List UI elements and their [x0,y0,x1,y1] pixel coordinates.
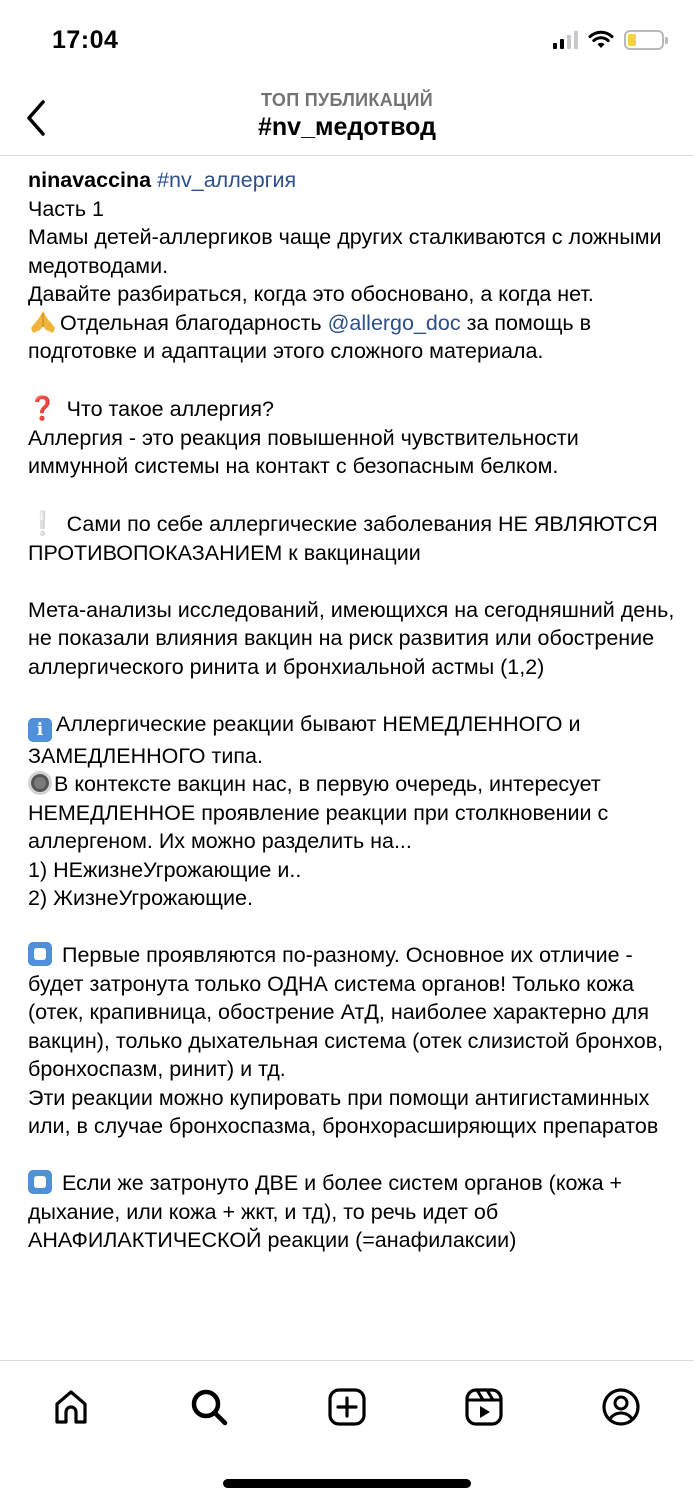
caption-definition: Аллергия - это реакция повышенной чувствительности иммунной системы на контакт с безопасным белком. [28,425,585,478]
white-square-button-icon [28,1170,52,1194]
add-post-icon [327,1387,367,1427]
radio-button-icon [28,771,52,795]
wifi-icon [588,30,614,50]
cellular-signal-icon [553,31,578,49]
battery-icon [624,30,664,50]
status-time: 17:04 [52,26,119,54]
folded-hands-icon [28,309,58,335]
thanks-text-after: за помощь в подготовке и адаптации этого сложного материала. [28,310,597,363]
thanks-text-before: Отдельная благодарность [60,310,328,335]
mention-link[interactable]: @allergo_doc [327,310,461,335]
caption-list-1: 1) НЕжизнеУгрожающие и.. [28,857,302,882]
caption-header [28,166,678,195]
caption-warning [28,509,678,567]
username-link[interactable]: ninavaccina [28,168,152,192]
search-icon [189,1387,229,1427]
post-caption [28,166,681,1356]
caption-types [28,710,678,771]
header-subtitle: ТОП ПУБЛИКАЦИЙ [261,90,433,110]
home-indicator[interactable] [223,1479,471,1488]
warning-text: Сами по себе аллергические заболевания НЕ ЯВЛЯЮТСЯ ПРОТИВОПОКАЗАНИЕМ к вакцинации [28,512,664,565]
status-icons [553,30,664,50]
caption-meta: Мета-анализы исследований, имеющихся на сегодняшний день, не показали влияния вакцин на риск развития или обострение аллергического ринита и бронхиальной астмы (1,2) [28,597,681,679]
page-title: #nv_медотвод [258,113,436,141]
header [0,84,694,156]
first-text: Первые проявляются по-разному. Основное их отличие - будет затронута только ОДНА система органов! Только кожа (отек, крапивница, обострение АтД, наиболее характерно для вакцин), только дыхательная система (отек слизистой бронхов, бронхоспазм, ринит) и тд. [28,943,670,1081]
tab-profile[interactable] [599,1385,643,1429]
caption-first [28,941,678,1084]
caption-intro-1: Мамы детей-аллергиков чаще других сталкиваются с ложными медотводами. [28,225,668,278]
reels-icon [464,1387,504,1427]
caption-first-treatment: Эти реакции можно купировать при помощи антигистаминных или, в случае бронхоспазма, бронхорасширяющих препаратов [28,1085,659,1138]
caption-intro-2: Давайте разбираться, когда это обосновано, а когда нет. [28,282,594,306]
tab-new-post[interactable] [325,1385,369,1429]
info-icon: i [28,718,52,742]
caption-context [28,770,678,856]
context-text: В контексте вакцин нас, в первую очередь, интересует НЕМЕДЛЕННОЕ проявление реакции при столкновении с аллергеном. Их можно разделить на... [28,772,615,853]
caption-question [28,394,678,424]
caption-list-2: 2) ЖизнеУгрожающие. [28,886,253,910]
exclamation-icon: ❕ [28,510,57,536]
question-text: Что такое аллергия? [66,397,275,421]
hashtag-link[interactable]: #nv_аллергия [157,168,297,192]
types-text: Аллергические реакции бывают НЕМЕДЛЕННОГО и ЗАМЕДЛЕННОГО типа. [28,711,587,768]
tab-home[interactable] [49,1385,93,1429]
caption-part: Часть 1 [28,196,105,221]
status-bar [0,0,694,84]
white-square-button-icon [28,942,52,966]
caption-thanks [28,309,678,366]
second-text: Если же затронуто ДВЕ и более систем органов (кожа + дыхание, или кожа + жкт, и тд), то речь идет об АНАФИЛАКТИЧЕСКОЙ реакции (=анафилаксии) [28,1171,629,1252]
bottom-tab-bar [0,1360,694,1500]
home-icon [51,1387,91,1427]
profile-icon [601,1387,641,1427]
red-question-icon: ❓ [28,395,57,421]
tab-search[interactable] [187,1385,231,1429]
caption-second [28,1169,678,1255]
tab-reels[interactable] [462,1385,506,1429]
